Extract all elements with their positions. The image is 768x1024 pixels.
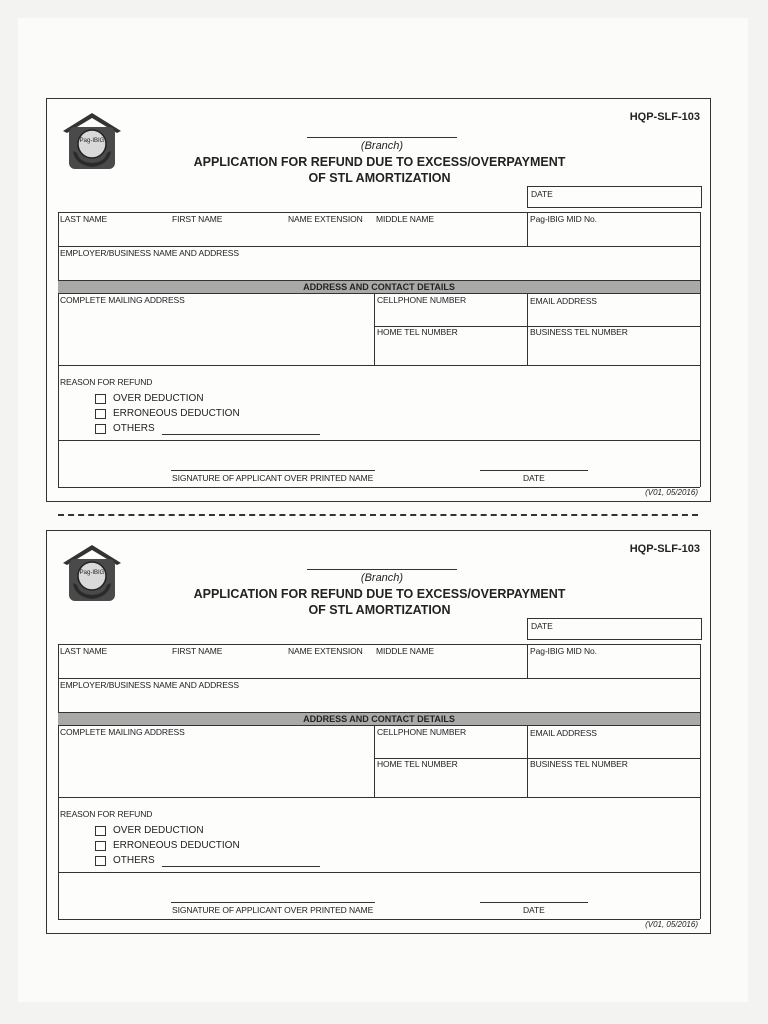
over-deduction-label: OVER DEDUCTION (113, 393, 204, 404)
signature-label: SIGNATURE OF APPLICANT OVER PRINTED NAME (172, 473, 374, 483)
signature-date-line[interactable] (480, 902, 588, 903)
others-label: OTHERS (113, 423, 155, 434)
address-divider-1 (374, 293, 375, 365)
address-divider-2 (527, 293, 528, 365)
branch-label: (Branch) (360, 572, 404, 584)
over-deduction-checkbox[interactable] (95, 394, 106, 404)
middle-name-label: MIDDLE NAME (376, 214, 434, 224)
cellphone-label: CELLPHONE NUMBER (377, 727, 467, 737)
version-label: (V01, 05/2016) (645, 488, 698, 497)
reason-row-top (58, 365, 700, 366)
address-section-header: ADDRESS AND CONTACT DETAILS (58, 280, 700, 294)
date-label: DATE (531, 621, 553, 631)
left-border (58, 644, 59, 919)
reason-row-top (58, 797, 700, 798)
erroneous-deduction-checkbox[interactable] (95, 841, 106, 851)
address-divider-1 (374, 725, 375, 797)
others-checkbox[interactable] (95, 424, 106, 434)
others-label: OTHERS (113, 855, 155, 866)
address-section-header: ADDRESS AND CONTACT DETAILS (58, 712, 700, 726)
mid-no-divider (527, 212, 528, 246)
home-tel-label: HOME TEL NUMBER (377, 327, 458, 337)
form-title-line2: OF STL AMORTIZATION (308, 603, 451, 617)
form-bottom-line (58, 919, 700, 920)
refund-form-top (46, 98, 711, 502)
address-divider-2 (527, 725, 528, 797)
last-name-label: LAST NAME (60, 646, 108, 656)
right-border (700, 644, 701, 919)
employer-row-top (58, 246, 700, 247)
middle-name-label: MIDDLE NAME (376, 646, 434, 656)
reason-label: REASON FOR REFUND (60, 377, 153, 387)
reason-label: REASON FOR REFUND (60, 809, 153, 819)
over-deduction-label: OVER DEDUCTION (113, 825, 204, 836)
svg-text:Pag-IBIG: Pag-IBIG (79, 570, 105, 576)
name-extension-label: NAME EXTENSION (288, 646, 363, 656)
employer-label: EMPLOYER/BUSINESS NAME AND ADDRESS (60, 248, 239, 258)
last-name-label: LAST NAME (60, 214, 108, 224)
home-tel-label: HOME TEL NUMBER (377, 759, 458, 769)
over-deduction-checkbox[interactable] (95, 826, 106, 836)
form-code: HQP-SLF-103 (629, 111, 700, 123)
business-tel-label: BUSINESS TEL NUMBER (530, 759, 628, 769)
signature-label: SIGNATURE OF APPLICANT OVER PRINTED NAME (172, 905, 374, 915)
date-label: DATE (531, 189, 553, 199)
employer-row-top (58, 678, 700, 679)
name-row-top (58, 212, 700, 213)
name-extension-label: NAME EXTENSION (288, 214, 363, 224)
erroneous-deduction-label: ERRONEOUS DEDUCTION (113, 840, 240, 851)
svg-text:Pag-IBIG: Pag-IBIG (79, 138, 105, 144)
mid-no-label: Pag-IBIG MID No. (530, 214, 597, 224)
form-title-line1: APPLICATION FOR REFUND DUE TO EXCESS/OVERPAYMENT (193, 155, 566, 169)
erroneous-deduction-label: ERRONEOUS DEDUCTION (113, 408, 240, 419)
cellphone-label: CELLPHONE NUMBER (377, 295, 467, 305)
name-row-top (58, 644, 700, 645)
form-bottom-line (58, 487, 700, 488)
signature-date-line[interactable] (480, 470, 588, 471)
signature-line[interactable] (171, 470, 375, 471)
first-name-label: FIRST NAME (172, 214, 223, 224)
branch-line (307, 569, 457, 570)
signature-row-top (58, 440, 700, 441)
first-name-label: FIRST NAME (172, 646, 223, 656)
others-checkbox[interactable] (95, 856, 106, 866)
signature-line[interactable] (171, 902, 375, 903)
pag-ibig-logo (61, 543, 123, 605)
signature-date-label: DATE (523, 905, 545, 915)
mailing-address-label: COMPLETE MAILING ADDRESS (60, 727, 185, 737)
others-specify-line[interactable] (162, 866, 320, 867)
cut-line (58, 514, 698, 516)
mid-no-divider (527, 644, 528, 678)
business-tel-label: BUSINESS TEL NUMBER (530, 327, 628, 337)
date-field[interactable] (527, 186, 702, 208)
erroneous-deduction-checkbox[interactable] (95, 409, 106, 419)
right-border (700, 212, 701, 487)
employer-label: EMPLOYER/BUSINESS NAME AND ADDRESS (60, 680, 239, 690)
form-title-line2: OF STL AMORTIZATION (308, 171, 451, 185)
branch-label: (Branch) (360, 140, 404, 152)
form-code: HQP-SLF-103 (629, 543, 700, 555)
mid-no-label: Pag-IBIG MID No. (530, 646, 597, 656)
date-field[interactable] (527, 618, 702, 640)
signature-row-top (58, 872, 700, 873)
form-title-line1: APPLICATION FOR REFUND DUE TO EXCESS/OVERPAYMENT (193, 587, 566, 601)
signature-date-label: DATE (523, 473, 545, 483)
refund-form-bottom (46, 530, 711, 934)
pag-ibig-logo (61, 111, 123, 173)
others-specify-line[interactable] (162, 434, 320, 435)
mailing-address-label: COMPLETE MAILING ADDRESS (60, 295, 185, 305)
email-label: EMAIL ADDRESS (530, 728, 597, 738)
email-label: EMAIL ADDRESS (530, 296, 597, 306)
left-border (58, 212, 59, 487)
version-label: (V01, 05/2016) (645, 920, 698, 929)
branch-line (307, 137, 457, 138)
